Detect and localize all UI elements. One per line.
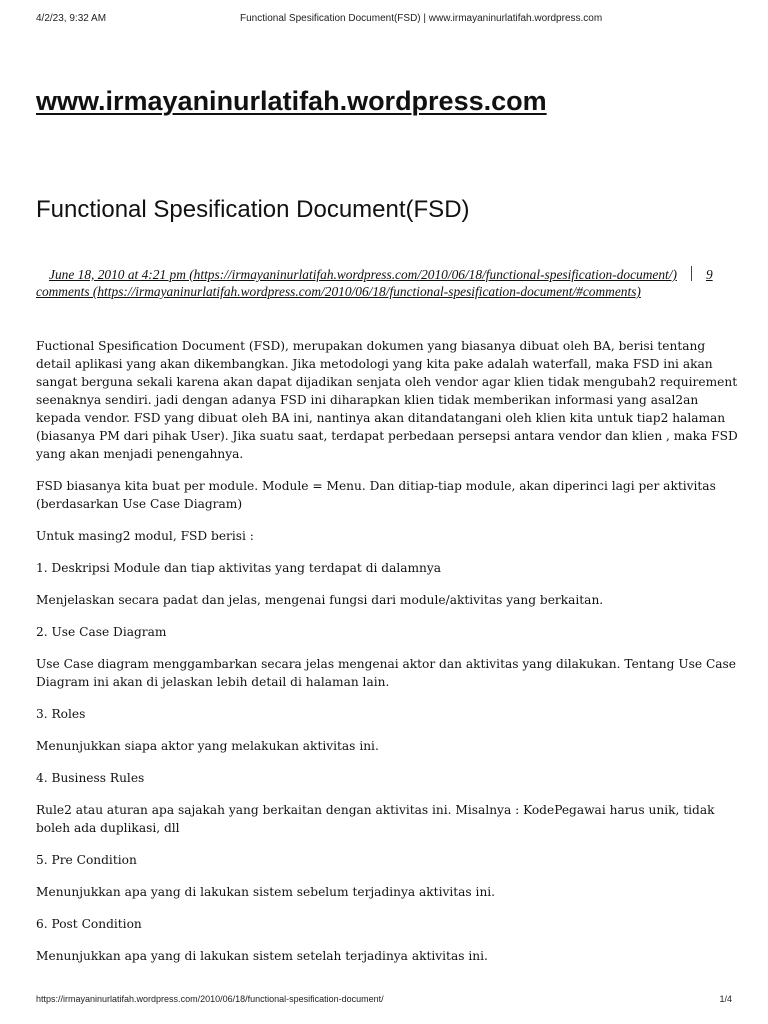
list-heading: 4. Business Rules	[36, 771, 145, 785]
print-footer	[36, 994, 732, 1008]
paragraph: Fuctional Spesification Document (FSD), merupakan dokumen yang biasanya dibuat oleh BA, berisi tentang detail aplikasi yang akan dikembangkan. Jika metodologi yang kita pake adalah waterfall, maka FSD ini akan sangat berguna sekali karena akan dapat dijadikan senjata oleh vendor agar klien tidak mengubah2 requirement seenaknya sendiri. jadi dengan adanya FSD ini diharapkan klien tidak memberikan informasi yang asal2an kepada vendor. FSD yang dibuat oleh BA ini, nantinya akan ditandatangani oleh klien kita untuk tiap2 halaman (biasanya PM dari pihak User). Jika suatu saat, terdapat perbedaan persepsi antara vendor dan klien , maka FSD yang akan menjadi penengahnya.	[36, 339, 738, 461]
post-date-link[interactable]: June 18, 2010 at 4:21 pm (https://irmayaninurlatifah.wordpress.com/2010/06/18/functional-spesification-document/)	[49, 267, 677, 282]
paragraph: Use Case diagram menggambarkan secara jelas mengenai aktor dan aktivitas yang dilakukan. Tentang Use Case Diagram ini akan di jelaskan lebih detail di halaman lain.	[36, 657, 737, 689]
list-heading: 2. Use Case Diagram	[36, 625, 167, 639]
paragraph: Untuk masing2 modul, FSD berisi :	[36, 529, 254, 543]
paragraph: Menjelaskan secara padat dan jelas, mengenai fungsi dari module/aktivitas yang berkaitan.	[36, 593, 604, 607]
paragraph: Menunjukkan siapa aktor yang melakukan aktivitas ini.	[36, 739, 379, 753]
paragraph: Rule2 atau aturan apa sajakah yang berkaitan dengan aktivitas ini. Misalnya : KodePegawai harus unik, tidak boleh ada duplikasi, dll	[36, 803, 715, 835]
paragraph: Menunjukkan apa yang di lakukan sistem sebelum terjadinya aktivitas ini.	[36, 885, 496, 899]
print-date: 4/2/23, 9:32 AM	[36, 13, 107, 24]
list-heading: 3. Roles	[36, 707, 86, 721]
page-number: 1/4	[719, 994, 732, 1004]
list-heading: 5. Pre Condition	[36, 853, 137, 867]
paragraph: FSD biasanya kita buat per module. Module = Menu. Dan ditiap-tiap module, akan diperinci lagi per aktivitas (berdasarkan Use Case Diagram)	[36, 479, 716, 511]
list-heading: 1. Deskripsi Module dan tiap aktivitas yang terdapat di dalamnya	[36, 561, 442, 575]
comments-link[interactable]: 9 comments (https://irmayaninurlatifah.wordpress.com/2010/06/18/functional-spesification-document/#comments)	[36, 267, 713, 299]
site-title-link[interactable]: www.irmayaninurlatifah.wordpress.com	[36, 86, 547, 116]
print-header	[36, 13, 732, 27]
post-meta	[36, 266, 736, 300]
post-title: Functional Spesification Document(FSD)	[36, 196, 470, 223]
meta-separator	[691, 266, 692, 281]
print-url: https://irmayaninurlatifah.wordpress.com/2010/06/18/functional-spesification-document/	[36, 994, 384, 1004]
print-document-title: Functional Spesification Document(FSD) | www.irmayaninurlatifah.wordpress.com	[240, 13, 603, 24]
post-content	[36, 337, 742, 979]
paragraph: Menunjukkan apa yang di lakukan sistem setelah terjadinya aktivitas ini.	[36, 949, 488, 963]
list-heading: 6. Post Condition	[36, 917, 142, 931]
